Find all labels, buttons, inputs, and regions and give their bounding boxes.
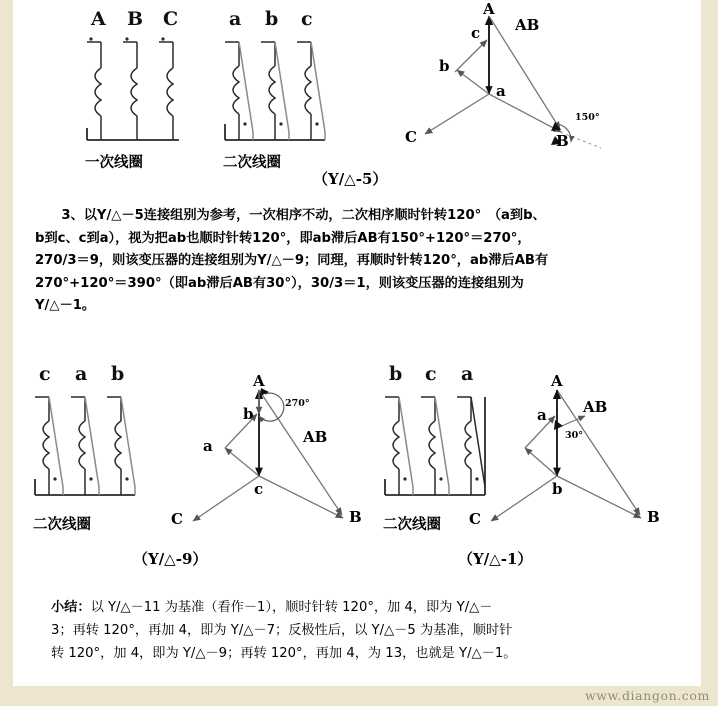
coil-terminal-label-b: b <box>111 363 125 385</box>
phasor-label-AB: AB <box>583 398 608 416</box>
coil-terminal-label-C: C <box>163 8 179 30</box>
coil-terminal-label-c: c <box>425 363 437 385</box>
body-line-2: b到c、c到a），视为把ab也顺时针转120°，即ab滞后AB有150°+120°＝270°， <box>35 230 531 246</box>
phasor-label-b: b <box>552 480 563 498</box>
coil-diagram-cab <box>31 363 151 533</box>
document-page <box>13 0 701 686</box>
summary-text-1: 以 Y/△－11 为基准（看作－1），顺时针转 120°，加 4，即为 Y/△－ <box>90 600 493 615</box>
coil-svg-bca <box>381 391 501 516</box>
summary-line-2: 3；再转 120°，再加 4，即为 Y/△－7；反极性后，以 Y/△－5 为基准，顺时针 <box>51 623 513 638</box>
figure-caption-yd5: （Y/△-5） <box>313 170 388 188</box>
summary-line-3: 转 120°，加 4，即为 Y/△－9；再转 120°，再加 4，为 13，也就是 Y/△－1。 <box>51 646 517 661</box>
phasor-label-C: C <box>171 510 183 528</box>
phasor-label-C: C <box>469 510 481 528</box>
summary-line-1 <box>51 596 686 619</box>
phasor-label-b: b <box>439 57 450 75</box>
body-line-4: 270°+120°＝390°（即ab滞后AB有30°），30/3＝1，则该变压器的连接组别为 <box>35 275 524 291</box>
phasor-label-A: A <box>483 0 495 18</box>
phasor-label-AB: AB <box>515 16 540 34</box>
phasor-label-a: a <box>203 437 213 455</box>
primary-coil-diagram <box>83 8 193 171</box>
phasor-label-B: B <box>647 508 660 526</box>
summary-block <box>51 596 686 665</box>
body-line-1: 3、以Y/△－5连接组别为参考，一次相序不动，二次相序顺时针转120° （a到b、 <box>35 208 546 223</box>
coil-terminal-label-b: b <box>389 363 403 385</box>
site-watermark: www.diangon.com <box>584 688 710 703</box>
primary-coil-caption: 一次线圈 <box>85 155 143 171</box>
body-line-3: 270/3＝9，则该变压器的连接组别为Y/△－9；同理，再顺时针转120°，ab滞后AB有 <box>35 253 549 268</box>
phasor-label-a: a <box>496 82 506 100</box>
phasor-label-c: c <box>471 24 481 42</box>
summary-heading: 小结： <box>51 600 91 615</box>
phasor-diagram-yd1 <box>469 358 701 533</box>
coil-caption-cab: 二次线圈 <box>33 517 91 533</box>
phasor-svg-yd9 <box>153 358 393 533</box>
coil-diagram-bca <box>381 363 501 533</box>
phasor-label-c: c <box>254 480 264 498</box>
coil-terminal-label-c: c <box>39 363 51 385</box>
phasor-angle-270: 270° <box>285 398 310 409</box>
coil-terminal-label-b: b <box>265 8 279 30</box>
coil-svg-cab <box>31 391 151 516</box>
phasor-label-C: C <box>405 128 417 146</box>
coil-terminal-label-a: a <box>75 363 88 385</box>
secondary-coil-caption: 二次线圈 <box>223 155 281 171</box>
coil-terminal-label-c: c <box>301 8 313 30</box>
secondary-coil-diagram <box>221 8 341 171</box>
primary-coil-svg <box>83 36 193 161</box>
phasor-svg-yd1 <box>491 358 701 533</box>
body-paragraph <box>35 205 680 318</box>
figure-caption-yd9: （Y/△-9） <box>133 550 208 568</box>
phasor-label-A: A <box>551 372 563 390</box>
secondary-coil-svg <box>221 36 341 161</box>
coil-caption-bca: 二次线圈 <box>383 517 441 533</box>
phasor-diagram-yd5 <box>403 2 643 162</box>
figure-caption-yd1: （Y/△-1） <box>458 550 533 568</box>
coil-terminal-label-a: a <box>461 363 474 385</box>
phasor-label-a: a <box>537 406 547 424</box>
phasor-diagram-yd9 <box>153 358 393 533</box>
phasor-label-B: B <box>349 508 362 526</box>
phasor-label-B: B <box>556 132 569 150</box>
phasor-label-b: b <box>243 405 254 423</box>
phasor-angle-150: 150° <box>575 112 600 123</box>
phasor-label-AB: AB <box>303 428 328 446</box>
coil-terminal-label-a: a <box>229 8 242 30</box>
body-line-5: Y/△－1。 <box>35 298 96 313</box>
phasor-label-A: A <box>253 372 265 390</box>
coil-terminal-label-A: A <box>91 8 106 30</box>
coil-terminal-label-B: B <box>127 8 144 30</box>
phasor-angle-30: 30° <box>565 430 583 441</box>
